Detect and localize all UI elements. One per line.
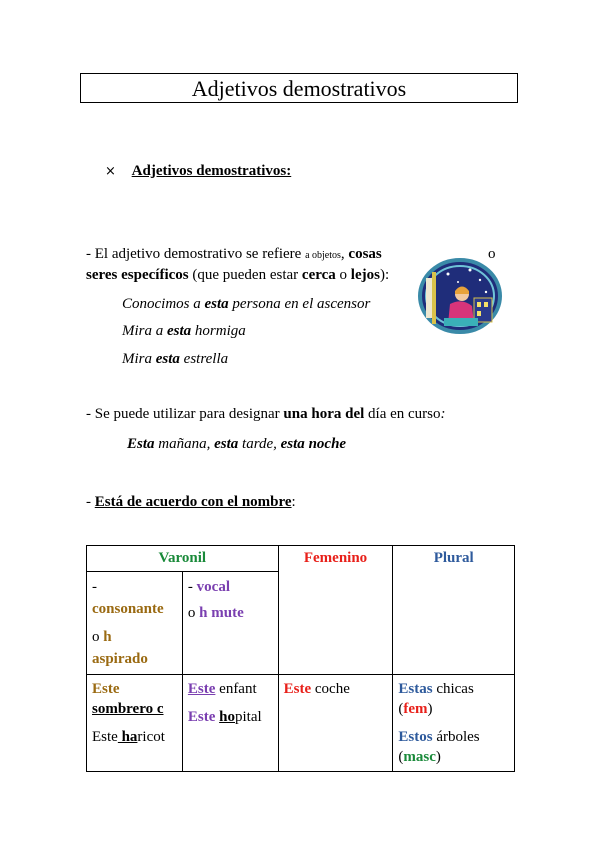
ex2-manana: mañana, (154, 436, 215, 452)
fem-line (398, 699, 509, 719)
fem-close: ) (427, 701, 433, 717)
header-varonil: Varonil (87, 546, 279, 572)
cell-este-coche (278, 675, 393, 772)
para1-prefix: - El adjetivo demostrativo se refiere (86, 246, 306, 262)
demonstratives-table (86, 545, 515, 772)
vocal-o: o (187, 605, 200, 621)
para1-o2: o (335, 267, 351, 283)
stargazer-icon (418, 258, 502, 334)
hopital-este: Este (187, 709, 216, 725)
masc-line (398, 747, 509, 767)
section-heading (105, 163, 291, 180)
estos: Estos (398, 729, 433, 745)
ex1-bold: esta (204, 296, 229, 312)
ex2-esta1: Esta (127, 436, 155, 452)
enfant-este: Este (187, 681, 216, 697)
examples2-line (127, 436, 346, 453)
coche-este: Este (283, 681, 312, 697)
para2-bold: una hora del (283, 406, 365, 422)
para1-o: o (488, 246, 496, 262)
para3-line (86, 494, 296, 511)
stargazer-clipart (418, 258, 502, 334)
example3-line (122, 351, 228, 368)
masc-open: ( (398, 749, 404, 765)
para1-line2 (86, 267, 389, 284)
para3-heading: Está de acuerdo con el nombre (94, 494, 292, 510)
hopital-line (188, 707, 273, 727)
ex2-noche: noche (304, 436, 347, 452)
enfant-rest: enfant (215, 681, 257, 697)
arboles: árboles (432, 729, 480, 745)
ex2-post: hormiga (191, 323, 246, 339)
haricot-h: ha (117, 729, 138, 745)
para3-colon: : (291, 494, 296, 510)
bullet-x-icon: × (105, 164, 116, 179)
ex2-esta2: esta (214, 436, 239, 452)
masc: masc (403, 749, 436, 765)
cell-plural-examples (393, 675, 515, 772)
vocal-label: vocal (196, 579, 230, 595)
cons-dash: - (92, 579, 97, 595)
section-heading-text: Adjetivos demostrativos: (131, 163, 292, 179)
cell-este-sombrero (87, 675, 183, 772)
example1-line (122, 296, 370, 313)
ex2-pre: Mira a (122, 323, 167, 339)
cell-este-enfant (182, 675, 278, 772)
ex3-pre: Mira (122, 351, 156, 367)
para1-middle: (que pueden estar (188, 267, 302, 283)
para1-seres: seres específicos (86, 267, 189, 283)
para2-colon: : (440, 406, 446, 422)
vocal-hmute: h mute (199, 605, 244, 621)
coche-rest: coche (311, 681, 350, 697)
table-header-row (87, 546, 515, 572)
ex1-pre: Conocimos a (122, 296, 205, 312)
para2-line (86, 406, 446, 423)
estos-line (398, 727, 509, 747)
para1-end: ): (379, 267, 390, 283)
vocal-line (188, 576, 273, 598)
este1: Este (92, 681, 120, 697)
vocal-hmute-line (188, 602, 273, 624)
cons-label: consonante (92, 601, 164, 617)
cons-h-line (92, 626, 177, 648)
cons-aspirado: aspirado (92, 651, 148, 667)
cons-o: o (92, 629, 104, 645)
ex3-bold: esta (155, 351, 180, 367)
hopital-ho: ho (219, 709, 235, 725)
para1-line1 (86, 246, 382, 263)
haricot-pre: Este (92, 729, 118, 745)
para1-comma: , (340, 246, 345, 262)
para1-cerca: cerca (301, 267, 336, 283)
ex1-post: persona en el ascensor (228, 296, 371, 312)
haricot-post: ricot (137, 729, 165, 745)
ex3-post: estrella (179, 351, 229, 367)
cell-vocal (182, 572, 278, 675)
header-plural: Plural (393, 546, 515, 675)
estas: Estas (398, 681, 433, 697)
para1-a-objetos: a objetos (305, 250, 341, 261)
enfant-line (188, 679, 273, 699)
para1-lejos: lejos (350, 267, 380, 283)
estas-line (398, 679, 509, 699)
haricot-line (92, 727, 177, 747)
sombrero: sombrero c (92, 701, 164, 717)
cons-h: h (103, 629, 112, 645)
para2-suffix: día en curso (364, 406, 441, 422)
ex2-tarde: tarde, (238, 436, 281, 452)
page-title: Adjetivos demostrativos (80, 73, 518, 103)
para3-dash: - (86, 494, 95, 510)
fem: fem (403, 701, 428, 717)
para1-cosas: cosas (348, 246, 382, 262)
example2-line (122, 323, 246, 340)
hopital-rest: pital (235, 709, 262, 725)
para2-prefix: - Se puede utilizar para designar (86, 406, 284, 422)
ex2-bold: esta (167, 323, 192, 339)
header-femenino: Femenino (278, 546, 393, 675)
chicas: chicas (432, 681, 474, 697)
vocal-dash: - (187, 579, 197, 595)
cell-consonante (87, 572, 183, 675)
fem-open: ( (398, 701, 404, 717)
masc-close: ) (435, 749, 441, 765)
table-example-row (87, 675, 515, 772)
ex2-esta3: esta (280, 436, 305, 452)
